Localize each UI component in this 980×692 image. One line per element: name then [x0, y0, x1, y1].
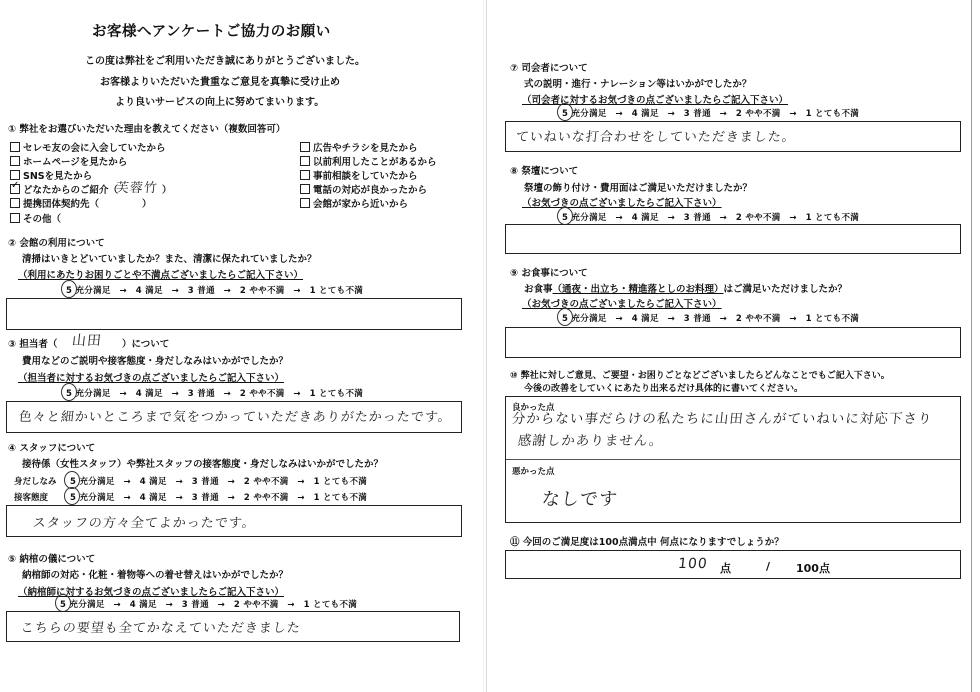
- q3-comment-box[interactable]: [6, 401, 462, 433]
- q2-rating-circle: [61, 280, 77, 298]
- q10-bad-label: 悪かった点: [512, 467, 555, 477]
- q4-question: 接待係（女性スタッフ）や弊社スタッフの接客態度・身だしなみはいかがでしたか？: [22, 459, 384, 470]
- survey-right-page: [488, 0, 980, 692]
- q4-comment-box[interactable]: [6, 505, 462, 537]
- q1-option-phone[interactable]: [300, 182, 427, 196]
- q3-rating-circle: [61, 383, 77, 401]
- q9-title: ⑨ お食事について: [510, 268, 588, 279]
- q2-question: 清掃はいきとどいていましたか？また、清潔に保たれていましたか？: [22, 254, 317, 265]
- q4-row2-label: 接客態度: [14, 493, 49, 503]
- q5-rating-scale[interactable]: 5 充分満足 → 4 満足 → 3 普通 → 2 やや不満 → 1 とても不満: [60, 600, 358, 610]
- q1-option-partner[interactable]: [10, 196, 99, 210]
- q4-row1-label: 身だしなみ: [14, 477, 57, 487]
- checkbox-checked[interactable]: [10, 184, 20, 194]
- q8-rating-circle: [557, 207, 573, 225]
- q4-title: ④ スタッフについて: [8, 443, 96, 454]
- q7-rating-circle: [557, 103, 573, 121]
- q1-option-ads[interactable]: [300, 140, 418, 154]
- q5-rating-circle: [55, 594, 71, 612]
- checkbox[interactable]: [300, 170, 310, 180]
- q8-title: ⑧ 祭壇について: [510, 166, 579, 177]
- q1-option-homepage[interactable]: [10, 154, 127, 168]
- option-label: 以前利用したことがあるから: [313, 157, 437, 168]
- option-label: SNSを見たから: [23, 171, 93, 182]
- q1-option-sns[interactable]: [10, 168, 92, 182]
- q2-rating-scale[interactable]: 5 充分満足 → 4 満足 → 3 普通 → 2 やや不満 → 1 とても不満: [66, 286, 364, 296]
- q4-row1-rating-scale[interactable]: 5 充分満足 → 4 満足 → 3 普通 → 2 やや不満 → 1 とても不満: [70, 477, 368, 487]
- q5-note: （納棺師に対するお気づきの点ございましたらご記入下さい）: [18, 587, 285, 598]
- option-label: 会館が家から近いから: [313, 199, 409, 210]
- q10-title: ⑩ 弊社に対しご意見、ご要望・お困りごとなどございましたらどんなことでもご記入下さい。: [510, 371, 890, 381]
- q7-rating-scale[interactable]: 5 充分満足 → 4 満足 → 3 普通 → 2 やや不満 → 1 とても不満: [562, 109, 860, 119]
- q9-comment-box[interactable]: [505, 327, 961, 358]
- q4-row2-rating-scale[interactable]: 5 充分満足 → 4 満足 → 3 普通 → 2 やや不満 → 1 とても不満: [70, 493, 368, 503]
- option-label: どなたからのご紹介（: [23, 185, 119, 196]
- q8-rating-scale[interactable]: 5 充分満足 → 4 満足 → 3 普通 → 2 やや不満 → 1 とても不満: [562, 213, 860, 223]
- checkbox[interactable]: [10, 198, 20, 208]
- q10-good-comment-line2: 感謝しかありません。: [516, 433, 665, 449]
- q1-title: ① 弊社をお選びいただいた理由を教えてください（複数回答可）: [8, 124, 286, 135]
- q1-option-consult[interactable]: [300, 168, 418, 182]
- option-label: 提携団体契約先（: [23, 199, 100, 210]
- referral-handwriting: 芙蓉竹: [115, 181, 159, 196]
- referral-close-paren: ）: [162, 185, 172, 196]
- q8-question: 祭壇の飾り付け・費用面はご満足いただけましたか？: [524, 183, 753, 194]
- checkbox[interactable]: [300, 156, 310, 166]
- greeting-line-1: この度は弊社をご利用いただき誠にありがとうございました。: [85, 56, 365, 67]
- q3-title-prefix: ③ 担当者（: [8, 339, 58, 350]
- q5-comment: こちらの要望も全てかなえていただきました: [20, 621, 302, 636]
- q3-rating-scale[interactable]: 5 充分満足 → 4 満足 → 3 普通 → 2 やや不満 → 1 とても不満: [66, 389, 364, 399]
- greeting-line-2: お客様よりいただいた貴重なご意見を真摯に受け止め: [100, 77, 340, 88]
- q8-note: （お気づきの点ございましたらご記入下さい）: [522, 198, 722, 209]
- q4-row2-rating-circle: [64, 487, 80, 505]
- checkbox[interactable]: [10, 170, 20, 180]
- q11-unit: 点: [720, 562, 731, 575]
- q11-score-box[interactable]: [505, 550, 961, 579]
- option-label: 広告やチラシを見たから: [313, 143, 418, 154]
- q8-comment-box[interactable]: [505, 224, 961, 254]
- q7-comment: ていねいな打合わせをしていただきました。: [515, 130, 797, 145]
- q9-rating-circle: [557, 308, 573, 326]
- q2-note: （利用にあたりお困りごとや不満点ございましたらご記入下さい）: [18, 270, 304, 281]
- survey-title: お客様へアンケートご協力のお願い: [92, 24, 331, 40]
- option-label: ホームページを見たから: [23, 157, 128, 168]
- q1-option-previous[interactable]: [300, 154, 437, 168]
- q7-question: 式の説明・進行・ナレーション等はいかがでしたか？: [524, 79, 752, 90]
- q9-question-suffix: はご満足いただけましたか？: [723, 284, 848, 295]
- q10-good-label: 良かった点: [512, 403, 555, 413]
- q11-score: 100: [677, 556, 709, 572]
- checkbox[interactable]: [10, 156, 20, 166]
- q1-option-referral[interactable]: [10, 182, 118, 196]
- q3-question: 費用などのご説明や接客態度・身だしなみはいかがでしたか？: [22, 356, 289, 367]
- q1-option-member[interactable]: [10, 140, 166, 154]
- q3-staff-name: 山田: [71, 333, 103, 349]
- q9-rating-scale[interactable]: 5 充分満足 → 4 満足 → 3 普通 → 2 やや不満 → 1 とても不満: [562, 314, 860, 324]
- partner-close-paren: ）: [142, 199, 152, 210]
- q11-title: ⑪ 今回のご満足度は100点満点中 何点になりますでしょうか？: [510, 537, 784, 548]
- q10-good-comment-line1: 分からない事だらけの私たちに山田さんがていねいに対応下さり: [510, 411, 934, 427]
- q3-comment: 色々と細かいところまで気をつかっていただきありがたかったです。: [18, 410, 453, 425]
- q1-option-other[interactable]: [10, 211, 61, 225]
- q1-option-near[interactable]: [300, 196, 408, 210]
- checkbox[interactable]: [10, 213, 20, 223]
- q3-note: （担当者に対するお気づきの点ございましたらご記入下さい）: [18, 373, 285, 384]
- q10-comment-box[interactable]: [505, 396, 961, 523]
- q9-question: [524, 281, 847, 295]
- option-label: 電話の対応が良かったから: [313, 185, 428, 196]
- option-label: 事前相談をしていたから: [313, 171, 418, 182]
- q5-comment-box[interactable]: [6, 611, 460, 642]
- q5-question: 納棺師の対応・化粧・着物等への着せ替えはいかがでしたか？: [22, 570, 289, 581]
- q9-question-paren: （通夜・出立ち・精進落としのお料理）: [552, 284, 724, 295]
- q9-question-prefix: お食事: [524, 284, 553, 295]
- q3-title-suffix: ）について: [122, 339, 170, 350]
- greeting-line-3: より良いサービスの向上に努めてまいります。: [115, 97, 325, 108]
- q5-title: ⑤ 納棺の儀について: [8, 554, 96, 565]
- q11-slash: /: [766, 560, 771, 573]
- q10-bad-comment: なしです: [540, 489, 619, 510]
- q9-note: （お気づきの点ございましたらご記入下さい）: [522, 299, 722, 310]
- q10-divider: [506, 459, 960, 460]
- q2-title: ② 会館の利用について: [8, 238, 105, 249]
- q7-comment-box[interactable]: [505, 121, 961, 152]
- q10-subtitle: 今後の改善をしていくにあたり出来るだけ具体的に書いてください。: [524, 384, 804, 394]
- q4-comment: スタッフの方々全てよかったです。: [32, 516, 257, 531]
- checkbox[interactable]: [300, 184, 310, 194]
- option-label: その他（: [23, 214, 62, 225]
- q7-note: （司会者に対するお気づきの点ございましたらご記入下さい）: [522, 95, 789, 106]
- checkbox[interactable]: [300, 142, 310, 152]
- q2-comment-box[interactable]: [6, 298, 462, 330]
- checkbox[interactable]: [300, 198, 310, 208]
- survey-left-page: [0, 0, 488, 692]
- q11-max: 100点: [796, 562, 830, 575]
- q7-title: ⑦ 司会者について: [510, 63, 588, 74]
- checkbox[interactable]: [10, 142, 20, 152]
- option-label: セレモ友の会に入会していたから: [23, 143, 166, 154]
